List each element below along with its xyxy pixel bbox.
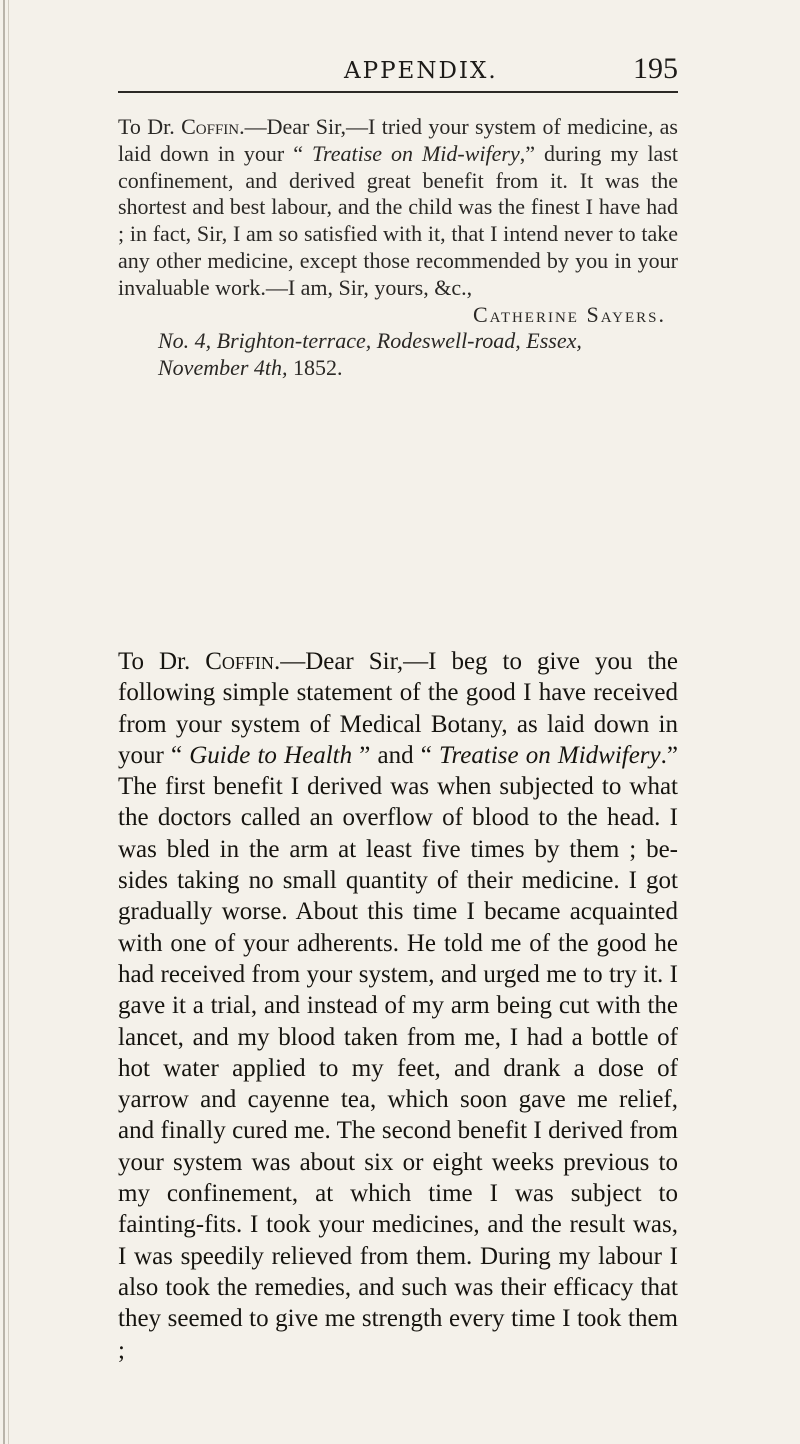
salutation-to: To Dr. [118, 114, 182, 139]
body-text: .” The first benefit I derived was when subjected to what the doctors called an overflow of blood to the head. I was bled in the arm at least five times by them ; be-sides taking no small quantity of their medicine. I got gradually worse. About this time I became acquainted with one of your adherents. He told me of the good he had received from your system, and urged me to try it. I gave it a trial, and instead of my arm being cut with the lancet, and my blood taken from me, I had a bottle of hot water applied to my feet, and drank a dose of yarrow and cayenne tea, which soon gave me relief, and finally cured me. The second benefit I derived from your system was about six or eight weeks previous to my confinement, at which time I was subject to fainting-fits. I took your medicines, and the result was, I was speedily relieved from them. During my labour I also took the remedies, and such was their efficacy that they seemed to give me strength every time I took them ; [118, 741, 678, 1364]
salutation-to: To Dr. [118, 648, 206, 675]
page-number: 195 [633, 52, 678, 85]
header-rule [118, 91, 678, 93]
date: November 4th, [158, 355, 288, 381]
address: No. 4, Brighton-terrace, Rodeswell-road, Essex, [158, 328, 582, 354]
signature: Catherine Sayers. [472, 301, 666, 327]
recipient-name: Coffin [181, 114, 240, 139]
letter-body [118, 114, 678, 302]
running-head: APPENDIX. [344, 58, 498, 84]
book-title: Treatise on Midwifery [438, 741, 661, 769]
body-text: .—Dear Sir,—I beg to give you the following simple statement of the good I have received from your system of Medical Botany, as laid down in your “ [118, 648, 678, 769]
letter-second [118, 646, 678, 1366]
body-text: ,” during my last confinement, and derived great benefit from it. It was the shortest and best labour, and the child was the finest I have had ; in fact, Sir, I am so satisfied with it, that I intend never to take any other medicine, except those recommended by you in your invaluable work.—I am, Sir, yours, &c., [118, 140, 678, 300]
body-text: ” and “ [352, 741, 439, 769]
page-header [118, 52, 678, 92]
recipient-name: Coffin [205, 648, 274, 675]
letter-catherine-sayers [118, 114, 678, 382]
book-title: Guide to Health [189, 741, 353, 769]
body-text: .—Dear Sir,—I tried your system of medicine, as laid down in your “ [118, 114, 678, 166]
year: 1852. [293, 355, 343, 381]
book-title: Treatise on Mid-wifery [311, 140, 520, 166]
letter-body [118, 646, 678, 1366]
date-line [118, 355, 678, 382]
